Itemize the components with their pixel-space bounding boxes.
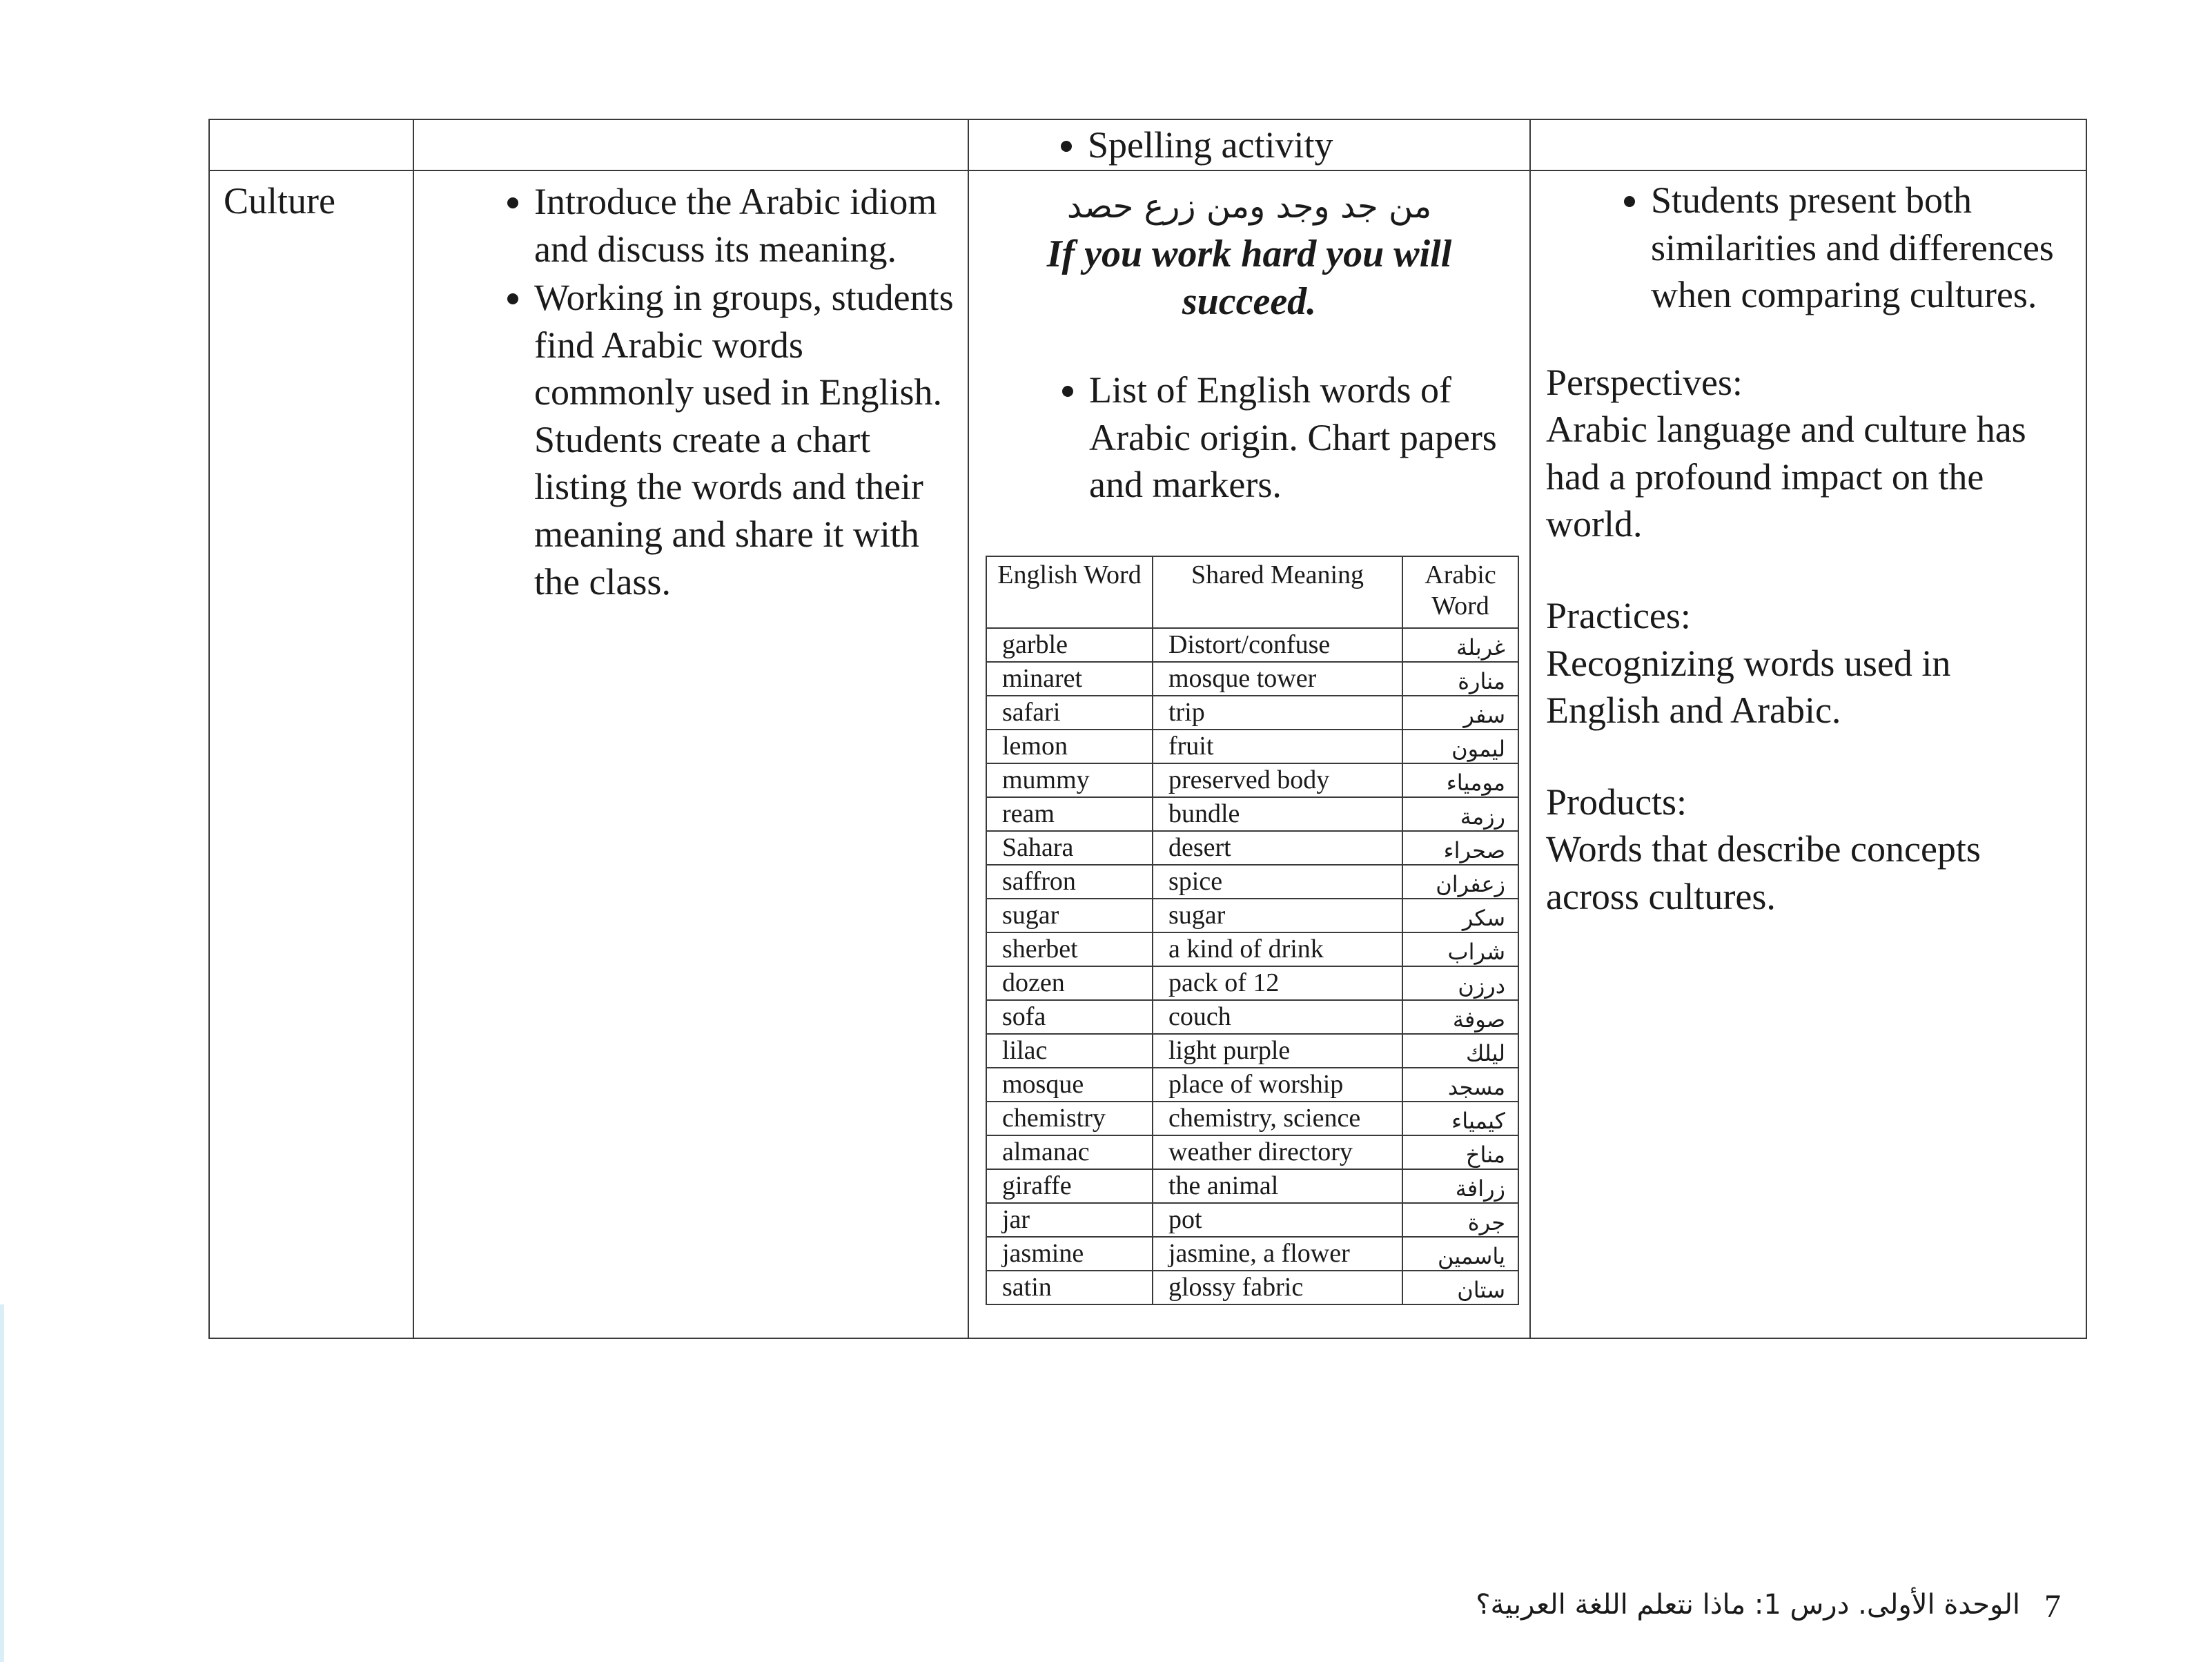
english-word-cell: chemistry [986,1102,1153,1135]
vocab-row [986,831,1518,865]
arabic-word-cell: ياسمين [1402,1237,1518,1271]
english-word-cell: saffron [986,865,1153,899]
shared-meaning-cell: sugar [1153,899,1402,932]
shared-meaning-cell: bundle [1153,797,1402,831]
header-shared-meaning: Shared Meaning [1153,556,1402,628]
arabic-word-cell: سكر [1402,899,1518,932]
idiom-english: If you work hard you will succeed. [1046,233,1452,323]
empty-cell [413,119,968,170]
activity-list [969,124,1529,166]
shared-meaning-cell: jasmine, a flower [1153,1237,1402,1271]
english-word-cell: Sahara [986,831,1153,865]
arabic-word-cell: مناخ [1402,1135,1518,1169]
english-word-cell: satin [986,1271,1153,1304]
arabic-word-cell: منارة [1402,662,1518,696]
arabic-word-cell: سفر [1402,696,1518,730]
vocab-row [986,1271,1518,1304]
shared-meaning-cell: fruit [1153,730,1402,763]
vocab-row [986,1203,1518,1237]
english-word-cell: sugar [986,899,1153,932]
shared-meaning-cell: a kind of drink [1153,932,1402,966]
objective-item: • Introduce the Arabic idiom and discuss its meaning. [534,178,957,273]
shared-meaning-cell: Distort/confuse [1153,628,1402,662]
idiom-arabic: من جد وجد ومن زرع حصد [1066,187,1432,226]
shared-meaning-cell: preserved body [1153,763,1402,797]
vocabulary-table [986,556,1519,1305]
arabic-word-cell: مومياء [1402,763,1518,797]
empty-cell [1530,119,2086,170]
vocab-row [986,797,1518,831]
vocab-row [986,763,1518,797]
english-word-cell: jasmine [986,1237,1153,1271]
english-word-cell: sofa [986,1000,1153,1034]
arabic-word-cell: ليلك [1402,1034,1518,1068]
english-word-cell: jar [986,1203,1153,1237]
vocab-row [986,1102,1518,1135]
shared-meaning-cell: desert [1153,831,1402,865]
assessment-list [1531,177,2086,319]
header-arabic-word: Arabic Word [1402,556,1518,628]
vocab-row [986,865,1518,899]
english-word-cell: garble [986,628,1153,662]
english-word-cell: lemon [986,730,1153,763]
spelling-activity-item: • Spelling activity [1088,124,1529,166]
vocab-row [986,628,1518,662]
empty-cell [209,119,413,170]
english-word-cell: lilac [986,1034,1153,1068]
vocab-row [986,1135,1518,1169]
arabic-word-cell: زرافة [1402,1169,1518,1203]
vocab-row [986,1000,1518,1034]
shared-meaning-cell: trip [1153,696,1402,730]
lesson-plan-table [208,119,2087,1339]
activity-cell [968,119,1530,170]
vocab-row [986,899,1518,932]
english-word-cell: dozen [986,966,1153,1000]
shared-meaning-cell: chemistry, science [1153,1102,1402,1135]
arabic-word-cell: ستان [1402,1271,1518,1304]
shared-meaning-cell: light purple [1153,1034,1402,1068]
products-block [1531,779,2086,921]
vocab-row [986,696,1518,730]
arabic-word-cell: زعفران [1402,865,1518,899]
perspectives-block [1531,359,2086,548]
english-word-cell: safari [986,696,1153,730]
shared-meaning-cell: place of worship [1153,1068,1402,1102]
table-row [209,119,2086,170]
arabic-word-cell: صوفة [1402,1000,1518,1034]
arabic-word-cell: رزمة [1402,797,1518,831]
activities-cell [968,170,1530,1338]
arabic-word-cell: صحراء [1402,831,1518,865]
arabic-word-cell: غربلة [1402,628,1518,662]
objectives-cell [413,170,968,1338]
arabic-word-cell: درزن [1402,966,1518,1000]
practices-label: Practices: [1546,595,1691,637]
products-text: Words that describe concepts across cultures. [1546,828,1981,917]
shared-meaning-cell: glossy fabric [1153,1271,1402,1304]
vocab-row [986,730,1518,763]
header-english-word: English Word [986,556,1153,628]
english-word-cell: almanac [986,1135,1153,1169]
english-word-cell: giraffe [986,1169,1153,1203]
vocab-row [986,1237,1518,1271]
shared-meaning-cell: pack of 12 [1153,966,1402,1000]
vocab-row [986,1034,1518,1068]
assessment-item: • Students present both similarities and differences when comparing cultures. [1651,177,2065,319]
materials-list [969,366,1529,509]
footer-title: الوحدة الأولى. درس 1: ماذا نتعلم اللغة العربية؟ [1476,1589,2020,1621]
materials-item: • List of English words of Arabic origin. Chart papers and markers. [1089,366,1509,509]
shared-meaning-cell: mosque tower [1153,662,1402,696]
arabic-word-cell: مسجد [1402,1068,1518,1102]
topic-cell [209,170,413,1338]
practices-block [1531,592,2086,734]
vocab-row [986,662,1518,696]
vocab-row [986,1068,1518,1102]
english-word-cell: minaret [986,662,1153,696]
arabic-word-cell: جرة [1402,1203,1518,1237]
practices-text: Recognizing words used in English and Arabic. [1546,642,1951,732]
shared-meaning-cell: the animal [1153,1169,1402,1203]
shared-meaning-cell: weather directory [1153,1135,1402,1169]
english-word-cell: mummy [986,763,1153,797]
objectives-list [414,178,968,605]
shared-meaning-cell: couch [1153,1000,1402,1034]
page-number: 7 [2044,1588,2061,1625]
shared-meaning-cell: spice [1153,865,1402,899]
page-edge-strip [0,1304,4,1662]
assessment-cell [1530,170,2086,1338]
topic-label: Culture [224,180,335,222]
arabic-word-cell: كيمياء [1402,1102,1518,1135]
arabic-word-cell: ليمون [1402,730,1518,763]
perspectives-text: Arabic language and culture has had a profound impact on the world. [1546,409,2026,545]
vocab-row [986,1169,1518,1203]
shared-meaning-cell: pot [1153,1203,1402,1237]
objective-item: • Working in groups, students find Arabic words commonly used in English. Students create a chart listing the words and their meaning and share it with the class. [534,274,957,605]
vocab-body [986,628,1518,1304]
arabic-word-cell: شراب [1402,932,1518,966]
vocab-row [986,932,1518,966]
english-word-cell: ream [986,797,1153,831]
english-word-cell: mosque [986,1068,1153,1102]
vocab-row [986,966,1518,1000]
table-row [209,170,2086,1338]
english-word-cell: sherbet [986,932,1153,966]
perspectives-label: Perspectives: [1546,361,1743,403]
vocab-header-row [986,556,1518,628]
products-label: Products: [1546,781,1687,823]
